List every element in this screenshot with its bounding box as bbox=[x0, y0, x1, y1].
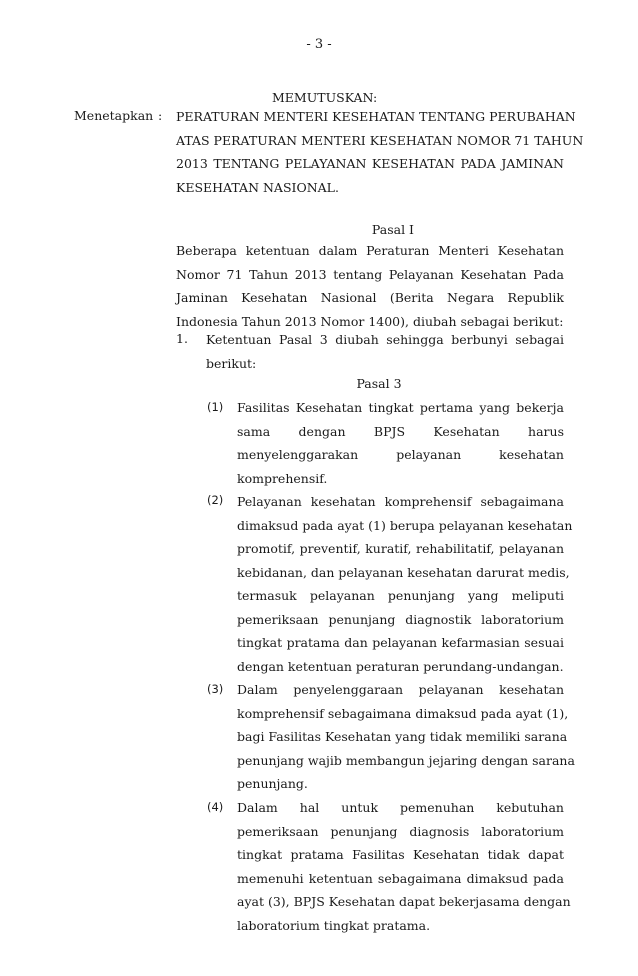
title-line: ATAS PERATURAN MENTERI KESEHATAN NOMOR 71 TAHUN bbox=[176, 132, 584, 148]
pasal-i-title: Pasal I bbox=[371, 222, 414, 237]
paragraph-line: ayat (3), BPJS Kesehatan dapat bekerjasama dengan bbox=[237, 894, 571, 909]
paragraph-line: pemeriksaan penunjang diagnostik laboratorium bbox=[237, 611, 564, 627]
pasal-i-heading bbox=[176, 222, 564, 237]
item-1-line: berikut: bbox=[206, 355, 257, 371]
title-line: KESEHATAN NASIONAL. bbox=[176, 179, 339, 195]
paragraph-line: kebidanan, dan pelayanan kesehatan darurat medis, bbox=[237, 564, 570, 580]
decision-heading: MEMUTUSKAN: bbox=[272, 90, 378, 105]
paragraph-3-number: (3) bbox=[207, 682, 224, 696]
item-1-line: Ketentuan Pasal 3 diubah sehingga berbunyi sebagai bbox=[206, 332, 564, 347]
paragraph-line: pemeriksaan penunjang diagnosis laboratorium bbox=[237, 823, 564, 839]
page-number: - 3 - bbox=[306, 37, 332, 52]
paragraph-line: promotif, preventif, kuratif, rehabilitatif, pelayanan bbox=[237, 541, 564, 556]
paragraph-1-text bbox=[237, 396, 564, 490]
regulation-title bbox=[176, 105, 584, 199]
paragraph-line: penunjang wajib membangun jejaring dengan sarana bbox=[237, 752, 575, 768]
paragraph-line: dengan ketentuan peraturan perundang-undangan. bbox=[237, 658, 564, 674]
paragraph-line: Dalam penyelenggaraan pelayanan kesehatan bbox=[237, 682, 564, 697]
paragraph-line: komprehensif. bbox=[237, 470, 328, 486]
paragraph-1-number: (1) bbox=[207, 400, 224, 414]
pasal-i-line: Jaminan Kesehatan Nasional (Berita Negara Republik bbox=[176, 290, 564, 305]
paragraph-line: dimaksud pada ayat (1) berupa pelayanan kesehatan bbox=[237, 517, 573, 533]
menetapkan-label: Menetapkan bbox=[74, 108, 154, 123]
paragraph-4-text bbox=[237, 796, 571, 937]
paragraph-line: bagi Fasilitas Kesehatan yang tidak memiliki sarana bbox=[237, 729, 568, 744]
paragraph-line: termasuk pelayanan penunjang yang meliputi bbox=[237, 588, 564, 603]
pasal-i-body bbox=[176, 239, 564, 333]
paragraph-line: penunjang. bbox=[237, 776, 308, 791]
paragraph-line: menyelenggarakan pelayanan kesehatan bbox=[237, 447, 564, 462]
paragraph-line: memenuhi ketentuan sebagaimana dimaksud pada bbox=[237, 870, 564, 886]
item-1-number: 1. bbox=[176, 331, 188, 346]
paragraph-line: Pelayanan kesehatan komprehensif sebagaimana bbox=[237, 494, 564, 509]
paragraph-line: tingkat pratama Fasilitas Kesehatan tidak dapat bbox=[237, 847, 564, 862]
paragraph-4-number: (4) bbox=[207, 800, 224, 814]
pasal-3-heading: Pasal 3 bbox=[356, 376, 402, 391]
title-line: 2013 TENTANG PELAYANAN KESEHATAN PADA JAMINAN bbox=[176, 156, 564, 171]
paragraph-line: komprehensif sebagaimana dimaksud pada ayat (1), bbox=[237, 705, 569, 721]
title-line: PERATURAN MENTERI KESEHATAN TENTANG PERUBAHAN bbox=[176, 109, 576, 124]
paragraph-line: Dalam hal untuk pemenuhan kebutuhan bbox=[237, 800, 564, 815]
paragraph-line: sama dengan BPJS Kesehatan harus bbox=[237, 423, 564, 439]
paragraph-line: tingkat pratama dan pelayanan kefarmasian sesuai bbox=[237, 635, 564, 650]
pasal-i-line: Nomor 71 Tahun 2013 tentang Pelayanan Kesehatan Pada bbox=[176, 266, 564, 282]
paragraph-line: Fasilitas Kesehatan tingkat pertama yang bekerja bbox=[237, 400, 564, 415]
paragraph-2-number: (2) bbox=[207, 493, 224, 507]
pasal-i-line: Indonesia Tahun 2013 Nomor 1400), diubah sebagai berikut: bbox=[176, 313, 564, 329]
pasal-i-line: Beberapa ketentuan dalam Peraturan Menteri Kesehatan bbox=[176, 243, 564, 258]
menetapkan-colon: : bbox=[158, 108, 163, 123]
paragraph-3-text bbox=[237, 678, 575, 796]
item-1-text bbox=[206, 328, 564, 375]
paragraph-2-text bbox=[237, 490, 573, 678]
paragraph-line: laboratorium tingkat pratama. bbox=[237, 917, 431, 933]
